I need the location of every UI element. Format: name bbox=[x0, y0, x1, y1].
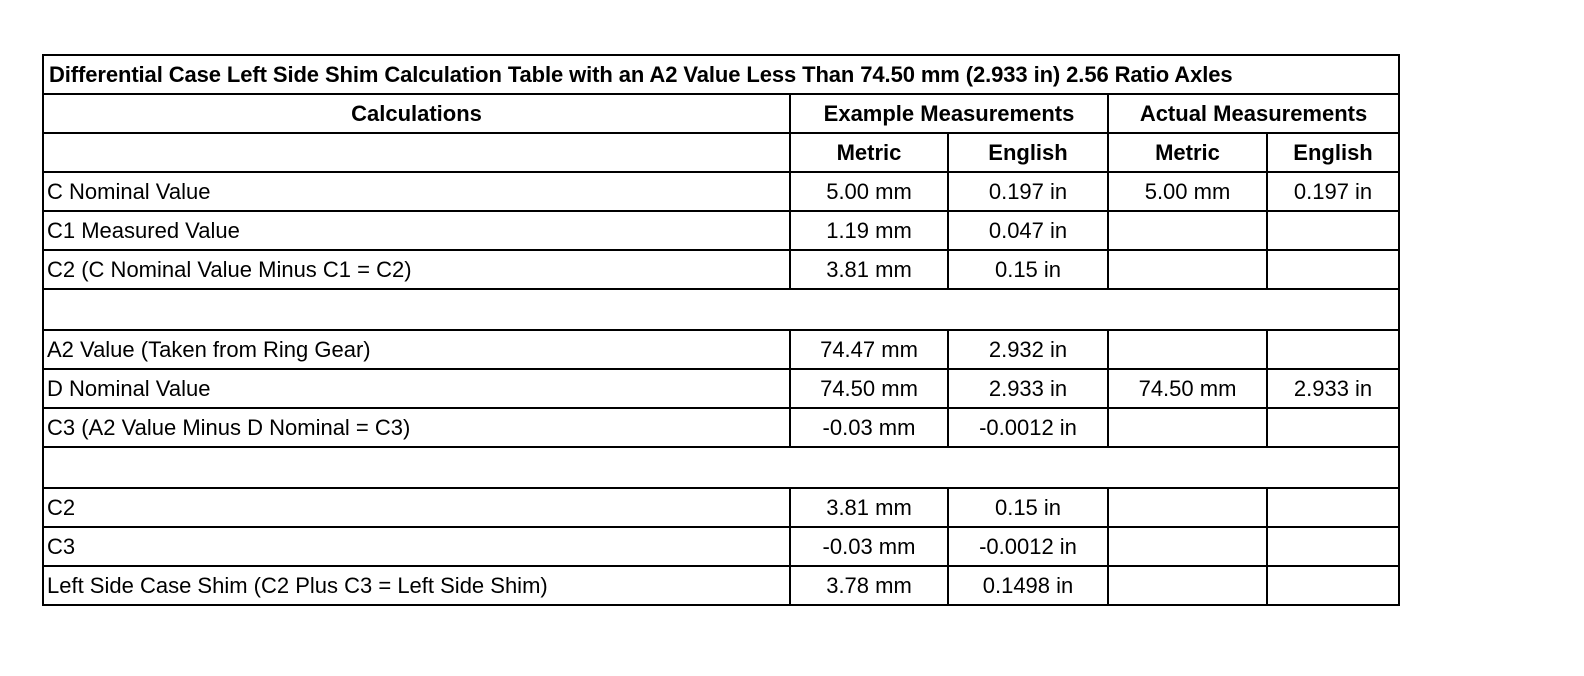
example-metric-value: 3.78 mm bbox=[790, 566, 948, 605]
example-english-value: 2.933 in bbox=[948, 369, 1108, 408]
actual-english-value bbox=[1267, 488, 1399, 527]
example-metric-value: 74.50 mm bbox=[790, 369, 948, 408]
actual-english-value: 2.933 in bbox=[1267, 369, 1399, 408]
table-row bbox=[43, 250, 1399, 289]
actual-english-header: English bbox=[1267, 133, 1399, 172]
actual-english-value bbox=[1267, 211, 1399, 250]
actual-metric-header: Metric bbox=[1108, 133, 1267, 172]
row-label: C Nominal Value bbox=[43, 172, 790, 211]
actual-metric-value: 5.00 mm bbox=[1108, 172, 1267, 211]
table-row bbox=[43, 211, 1399, 250]
spacer-cell bbox=[43, 447, 1399, 488]
actual-english-value bbox=[1267, 408, 1399, 447]
actual-measurements-header: Actual Measurements bbox=[1108, 94, 1399, 133]
row-label: C2 (C Nominal Value Minus C1 = C2) bbox=[43, 250, 790, 289]
actual-metric-value bbox=[1108, 527, 1267, 566]
example-metric-value: -0.03 mm bbox=[790, 527, 948, 566]
example-metric-value: 3.81 mm bbox=[790, 250, 948, 289]
spacer-row bbox=[43, 289, 1399, 330]
table-row bbox=[43, 488, 1399, 527]
example-metric-value: -0.03 mm bbox=[790, 408, 948, 447]
row-label: C1 Measured Value bbox=[43, 211, 790, 250]
example-metric-value: 74.47 mm bbox=[790, 330, 948, 369]
example-english-header: English bbox=[948, 133, 1108, 172]
table-row bbox=[43, 408, 1399, 447]
example-english-value: 0.197 in bbox=[948, 172, 1108, 211]
calculations-header: Calculations bbox=[43, 94, 790, 133]
spacer-cell bbox=[43, 289, 1399, 330]
example-metric-value: 3.81 mm bbox=[790, 488, 948, 527]
example-metric-value: 1.19 mm bbox=[790, 211, 948, 250]
example-english-value: 0.1498 in bbox=[948, 566, 1108, 605]
example-metric-value: 5.00 mm bbox=[790, 172, 948, 211]
row-label: A2 Value (Taken from Ring Gear) bbox=[43, 330, 790, 369]
example-english-value: -0.0012 in bbox=[948, 527, 1108, 566]
example-metric-header: Metric bbox=[790, 133, 948, 172]
actual-metric-value bbox=[1108, 408, 1267, 447]
example-english-value: 0.047 in bbox=[948, 211, 1108, 250]
actual-metric-value: 74.50 mm bbox=[1108, 369, 1267, 408]
actual-english-value: 0.197 in bbox=[1267, 172, 1399, 211]
example-english-value: -0.0012 in bbox=[948, 408, 1108, 447]
table-row bbox=[43, 330, 1399, 369]
actual-metric-value bbox=[1108, 488, 1267, 527]
row-label: C3 bbox=[43, 527, 790, 566]
table-row bbox=[43, 172, 1399, 211]
actual-metric-value bbox=[1108, 250, 1267, 289]
row-label: C2 bbox=[43, 488, 790, 527]
row-label: D Nominal Value bbox=[43, 369, 790, 408]
title-row bbox=[43, 55, 1399, 94]
table-row bbox=[43, 566, 1399, 605]
example-measurements-header: Example Measurements bbox=[790, 94, 1108, 133]
actual-english-value bbox=[1267, 566, 1399, 605]
table-row bbox=[43, 527, 1399, 566]
actual-english-value bbox=[1267, 527, 1399, 566]
spacer-row bbox=[43, 447, 1399, 488]
unit-header-row bbox=[43, 133, 1399, 172]
example-english-value: 0.15 in bbox=[948, 250, 1108, 289]
row-label: C3 (A2 Value Minus D Nominal = C3) bbox=[43, 408, 790, 447]
table-row bbox=[43, 369, 1399, 408]
unit-header-blank bbox=[43, 133, 790, 172]
actual-metric-value bbox=[1108, 330, 1267, 369]
actual-english-value bbox=[1267, 330, 1399, 369]
table-title: Differential Case Left Side Shim Calculation Table with an A2 Value Less Than 74.50 mm (2.933 in) 2.56 Ratio Axles bbox=[43, 55, 1399, 94]
group-header-row bbox=[43, 94, 1399, 133]
actual-english-value bbox=[1267, 250, 1399, 289]
example-english-value: 0.15 in bbox=[948, 488, 1108, 527]
shim-calculation-table bbox=[42, 54, 1400, 606]
row-label: Left Side Case Shim (C2 Plus C3 = Left Side Shim) bbox=[43, 566, 790, 605]
actual-metric-value bbox=[1108, 211, 1267, 250]
example-english-value: 2.932 in bbox=[948, 330, 1108, 369]
actual-metric-value bbox=[1108, 566, 1267, 605]
